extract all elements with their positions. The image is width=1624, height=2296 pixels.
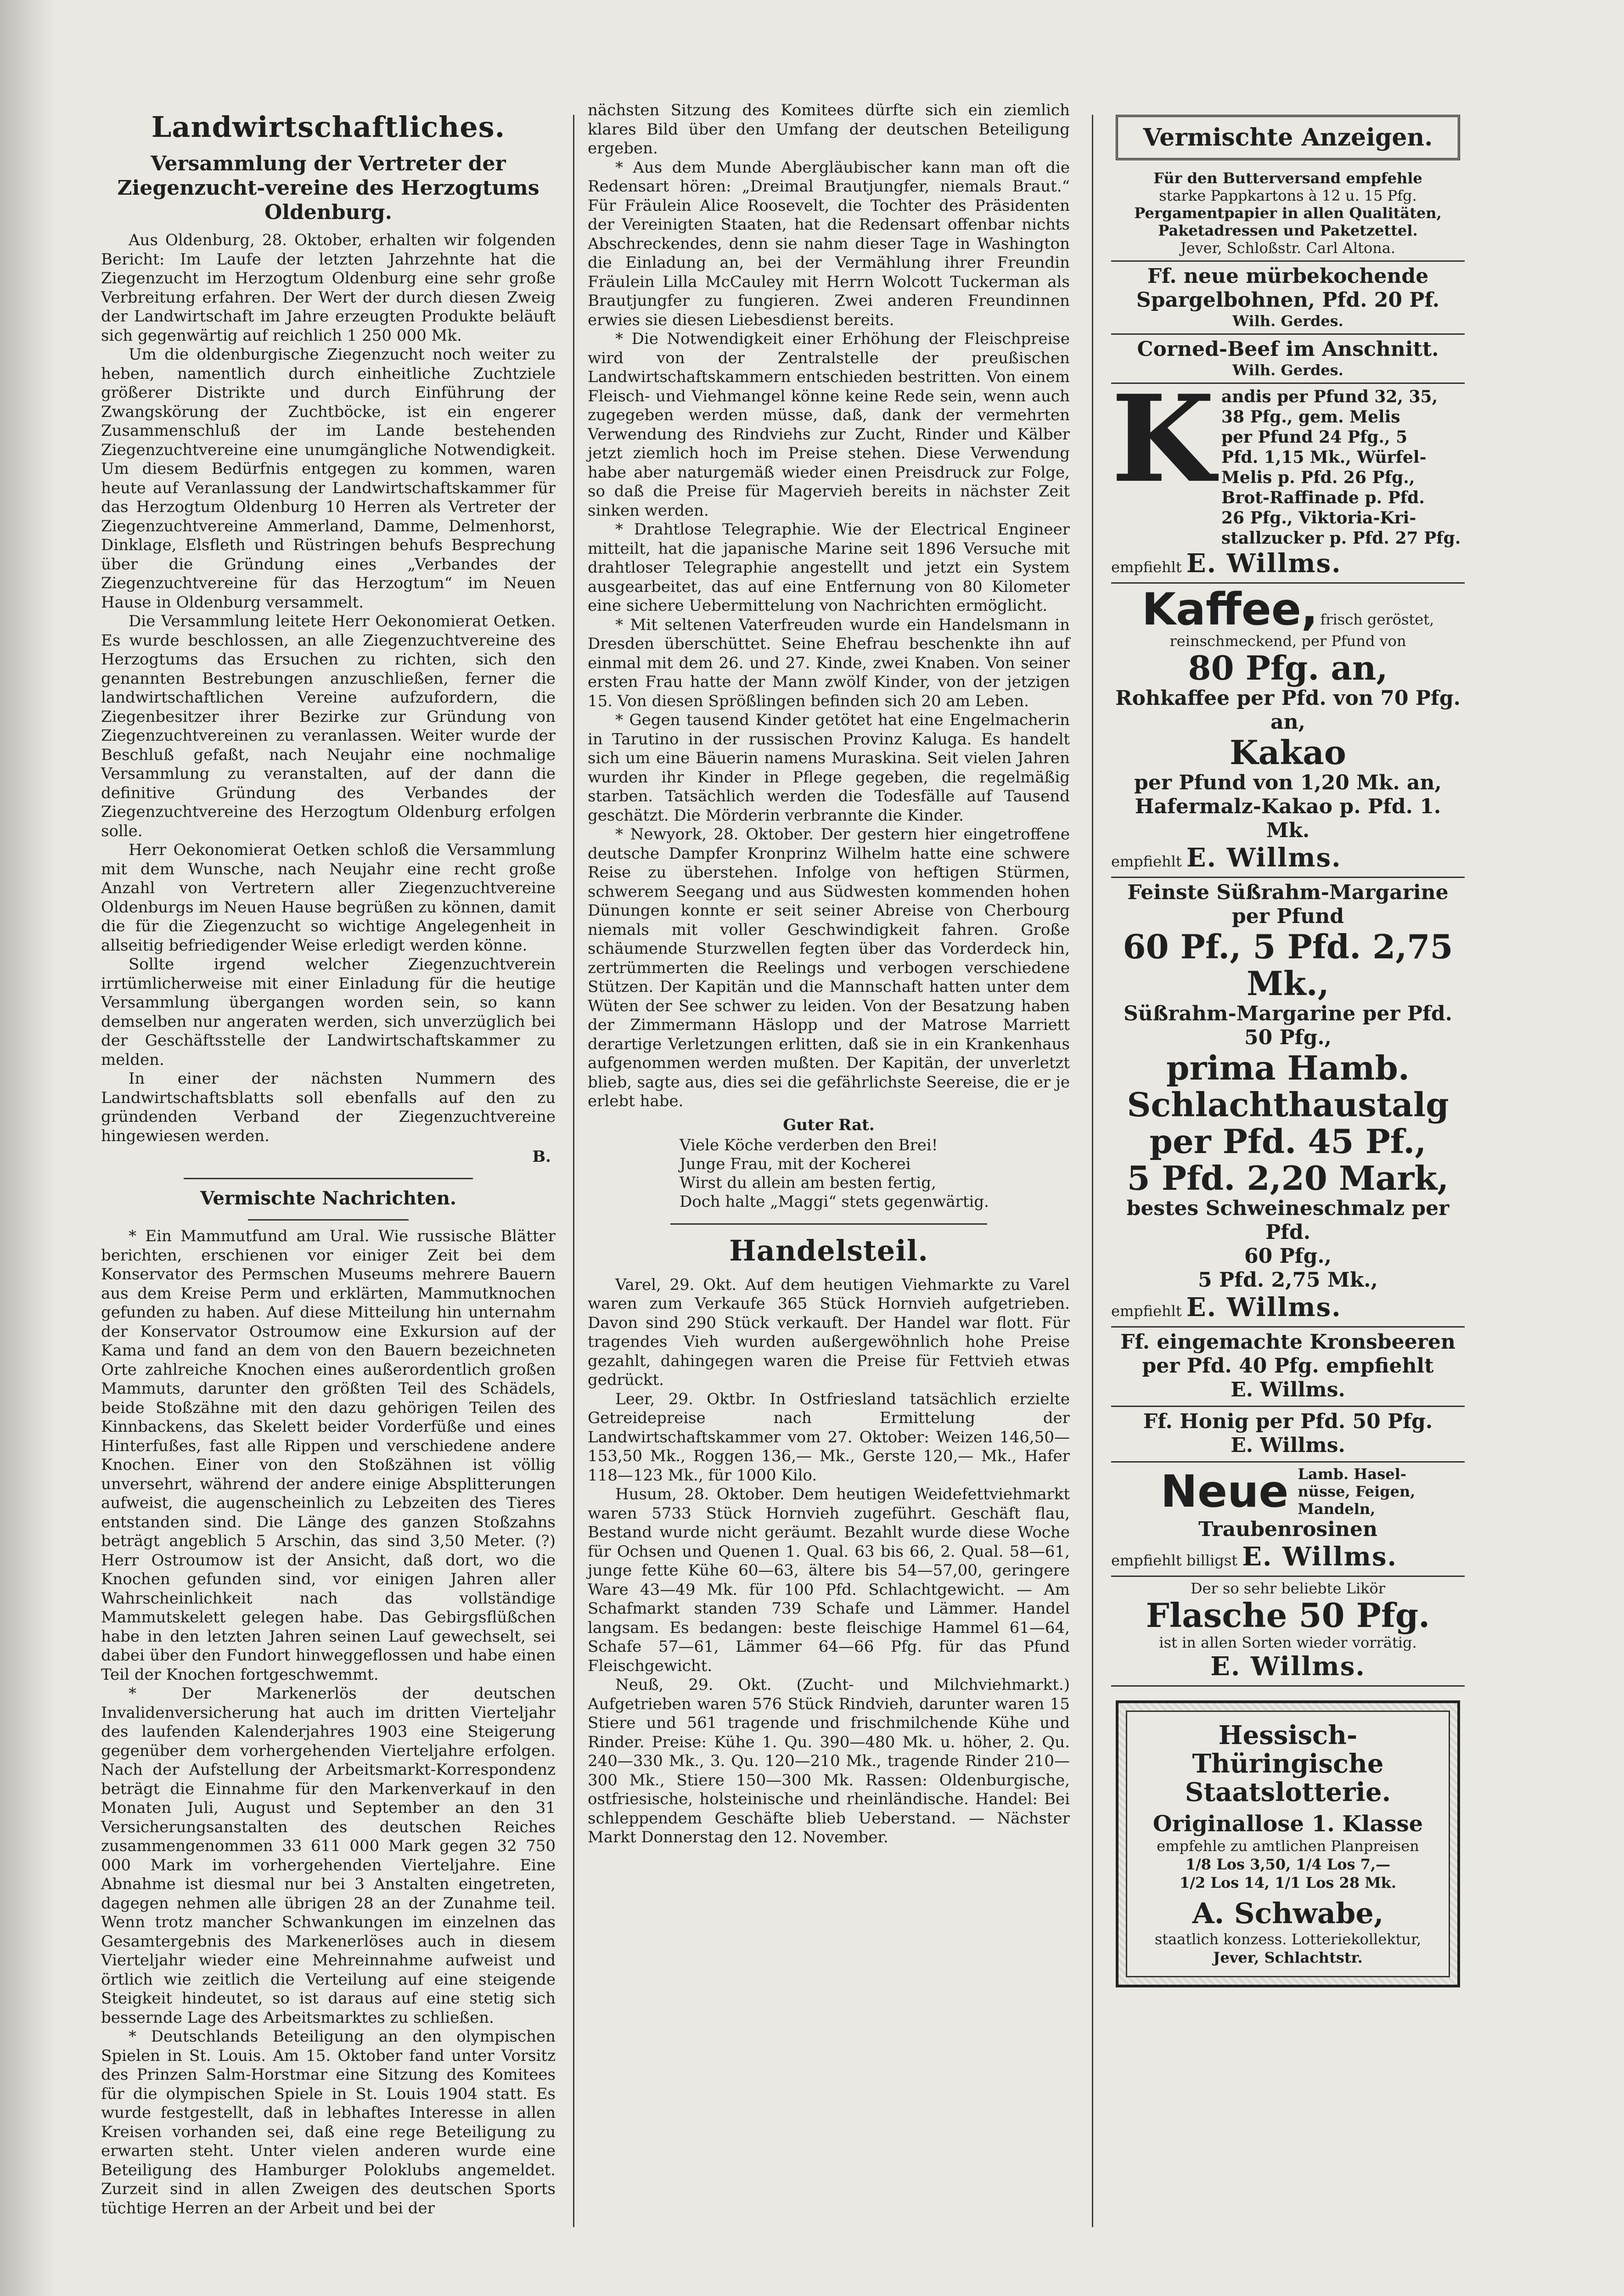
- ad-lottery: [1116, 1700, 1460, 1987]
- market-report-varel: Varel, 29. Okt. Auf dem heutigen Viehmarkte zu Varel waren zum Verkaufe 365 Stück Hornvieh aufgetrieben. Davon sind 290 Stück verkauft. Der Handel war flott. Für tragendes Vieh wurden außergewöhnlich hohe Preise gezahlt, dahingegen waren die Preise für Fettvieh etwas gedrückt.: [588, 1275, 1070, 1389]
- column-2: [588, 101, 1070, 1847]
- news-item-mammut: * Ein Mammutfund am Ural. Wie russische Blätter berichten, erschienen vor einiger Zeit bei dem Konservator des Permschen Museums mehrere Bauern aus dem Kreise Perm und erklärten, Mammutknochen gefunden zu haben. Auf diese Mitteilung hin unternahm der Konservator Ostroumow eine Exkursion auf der Kama und fand an dem von den Bauern bezeichneten Orte zahlreiche Knochen eines außerordentlich großen Mammuts, darunter den größten Teil des Schädels, beide Stoßzähne mit den dazu gehörigen Teilen des Kinnbackens, das Skelett beider Vorderfüße und eines Hinterfußes, fast alle Rippen und verschiedene andere Knochen. Einer von den Stoßzähnen ist völlig unversehrt, während der andere einige Absplitterungen aufweist, die augenscheinlich zu Lebzeiten des Tieres entstanden sind. Die Länge des ganzen Stoßzahns beträgt angeblich 5 Arschin, das sind 3,50 Meter. (?) Herr Ostroumow ist der Ansicht, daß dort, wo die Knochen gefunden sind, vor einigen Jahren aller Wahrscheinlichkeit nach das vollständige Mammutskelett gelegen habe. Das Gebirgsflüßchen habe in den letzten Jahren seinen Lauf gewechselt, sei dabei über den Fundort hinweggeflossen und habe einen Teil der Knochen fortgeschwemmt.: [101, 1227, 556, 1684]
- ad-line: per Pfund von 1,20 Mk. an,: [1134, 771, 1442, 794]
- news-item-telegraphie: * Drahtlose Telegraphie. Wie der Electrical Engineer mitteilt, hat die japanische Marine seit 1896 Versuche mit drahtloser Telegraphie angestellt und jetzt ein System ausgearbeitet, das auf eine Entfernung von 80 Kilometer eine sichere Uebermittelung von Nachrichten ermöglicht.: [588, 520, 1070, 615]
- ad-line: andis per Pfund 32, 35,: [1221, 387, 1438, 406]
- market-report-neuss: Neuß, 29. Okt. (Zucht- und Milchviehmarkt.) Aufgetrieben waren 576 Stück Rindvieh, darunter waren 15 Stiere und 561 tragende und frischmilchende Kühe und Rinder. Preise: Kühe 1. Qu. 390—480 Mk. u. höher, 2. Qu. 240—330 Mk., 3. Qu. 120—210 Mk., tragende Rinder 210—300 Mk., Stiere 150—300 Mk. Rassen: Oldenburgische, ostfriesische, holsteinische und rheinländische. Handel: Bei schleppendem Geschäfte blieb Ueberstand. — Nächster Markt Donnerstag den 12. November.: [588, 1676, 1070, 1846]
- lottery-line: empfehle zu amtlichen Planpreisen: [1157, 1837, 1419, 1855]
- ad-headline: Kaffee,: [1141, 584, 1318, 635]
- article-paragraph: Herr Oekonomierat Oetken schloß die Versammlung mit dem Wunsche, nach Neujahr eine recht große Anzahl von Vertretern aller Ziegenzuchtvereine Oldenburgs im Neuen Hause begrüßen zu können, damit die für die Ziegenzucht so wichtige Angelegenheit in allseitig befriedigender Weise erledigt werden könne.: [101, 841, 556, 955]
- ad-line: per Pfd. 40 Pfg. empfiehlt: [1142, 1354, 1434, 1378]
- ad-line: E. Willms.: [1231, 1434, 1345, 1457]
- column-3-ads: [1111, 101, 1465, 1987]
- advertiser-name: E. Willms.: [1210, 1651, 1366, 1682]
- ad-line: per Pfd. 45 Pf.,: [1149, 1122, 1427, 1161]
- news-item-fleischpreise: * Die Notwendigkeit einer Erhöhung der Fleischpreise wird von der Zentralstelle der preußischen Landwirtschaftskammern entschieden bestritten. Von einem Fleisch- und Viehmangel könne keine Rede sein, wenn auch zugegeben werden müsse, daß, dank der vermehrten Verwendung des Rindviehs zur Zucht, Rinder und Kälber jetzt ziemlich hoch im Preise stehen. Diese Verwendung habe aber naturgemäß wieder einen Preisdruck zur Folge, so daß die Preise für Magervieh bereits in nächster Zeit sinken werden.: [588, 330, 1070, 520]
- market-report-husum: Husum, 28. Oktober. Dem heutigen Weidefettviehmarkt waren 5733 Stück Hornvieh zugeführt. Geschäft flau, Bestand wurde nicht geräumt. Bezahlt wurde diese Woche für Ochsen und Quenen 1. Qual. 63 bis 66, 2. Qual. 58—61, junge fette Kühe 60—63, ältere bis 54—57,00, geringere Ware 43—49 Mk. für 100 Pfd. Schlachtgewicht. — Am Schafmarkt standen 739 Schafe und Lämmer. Handel langsam. Es bedangen: beste fleischige Hammel 61—64, Schafe 57—61, Lämmer 64—66 Pfg. für das Pfund Fleischgewicht.: [588, 1485, 1070, 1675]
- ad-line: nüsse, Feigen,: [1298, 1483, 1416, 1500]
- ad-line: empfiehlt billigst: [1111, 1552, 1238, 1569]
- poem-line: Viele Köche verderben den Brei!: [680, 1136, 938, 1154]
- news-continuation: nächsten Sitzung des Komitees dürfte sich ein ziemlich klares Bild über den Umfang der deutschen Beteiligung ergeben.: [588, 101, 1070, 158]
- news-item-vaterfreuden: * Mit seltenen Vaterfreuden wurde ein Handelsmann in Dresden überschüttet. Seine Ehefrau beschenkte ihn auf einmal mit dem 26. und 27. Kinde, zwei Knaben. Von seiner ersten Frau hatte der Mann zwölf Kinder, von der jetzigen 15. Von diesen Sprößlingen befinden sich 20 am Leben.: [588, 615, 1070, 710]
- lottery-subtitle: Originallose 1. Klasse: [1152, 1811, 1423, 1837]
- advertiser-name: E. Willms.: [1242, 1542, 1397, 1572]
- ad-line: 50 Pfg.,: [1244, 1026, 1332, 1049]
- ad-line: reinschmeckend, per Pfund von: [1169, 632, 1406, 650]
- ad-line: Feinste Süßrahm-Margarine: [1127, 881, 1449, 904]
- ad-line: Pergamentpapier in allen Qualitäten, Paketadressen und Paketzettel.: [1134, 204, 1442, 239]
- ad-line: Melis p. Pfd. 26 Pfg.,: [1221, 468, 1415, 487]
- column-rule-right: [1092, 115, 1093, 2227]
- ad-line: 38 Pfg., gem. Melis: [1221, 407, 1400, 427]
- column-rule-left: [573, 115, 574, 2227]
- divider: [670, 1223, 987, 1225]
- article-signature: B.: [532, 1148, 551, 1166]
- ad-line: Süßrahm-Margarine per Pfd.: [1124, 1002, 1452, 1025]
- poem-line: Junge Frau, mit der Kocherei: [680, 1154, 911, 1173]
- article-paragraph: Aus Oldenburg, 28. Oktober, erhalten wir folgenden Bericht: Im Laufe der letzten Jahrzehnte hat die Ziegenzucht im Herzogtum Oldenburg eine sehr große Verbreitung erfahren. Der Wert der durch diesen Zweig der Landwirtschaft im Jahre erzeugten Produkte beläuft sich gegenwärtig auf reichlich 1 250 000 Mk.: [101, 231, 556, 345]
- advertiser-name: E. Willms.: [1186, 1292, 1342, 1322]
- ad-margarine: [1111, 878, 1465, 1328]
- section-title-landwirtschaft: Landwirtschaftliches.: [151, 110, 506, 144]
- news-item-roosevelt: * Aus dem Munde Abergläubischer kann man oft die Redensart hören: „Dreimal Brautjungfer, niemals Braut.“ Für Fräulein Alice Roosevelt, die Tochter des Präsidenten der Vereinigten Staaten, hat die Redensart offenbar nichts Abschreckendes, denn sie nahm dieser Tage in Washington die Einladung an, bei der Vermählung ihrer Freundin Fräulein Lilla McCauley mit Herrn Wolcott Tuckerman als Brautjungfer zu fungieren. Zwei anderen Freundinnen erwies sie diesen Liebesdienst bereits.: [588, 158, 1070, 329]
- ad-line: Wilh. Gerdes.: [1232, 361, 1343, 379]
- ad-line: bestes Schweineschmalz per Pfd.: [1126, 1197, 1450, 1244]
- advertiser-name: E. Willms.: [1186, 843, 1342, 873]
- news-item-engelmacherin: * Gegen tausend Kinder getötet hat eine Engelmacherin in Tarutino in der russischen Provinz Kaluga. Es handelt sich um eine Bäuerin namens Muraskina. Seit vielen Jahren wurden ihr Kinder in Pflege gegeben, die regelmäßig starben. Tatsächlich werden die Todesfälle auf Tausend geschätzt. Die Mörderin verbrannte die Kinder.: [588, 711, 1070, 825]
- divider: [184, 1178, 473, 1179]
- ad-likoer: [1111, 1577, 1465, 1687]
- page-edge-shadow: [0, 0, 55, 2296]
- ads-section-title: Vermischte Anzeigen.: [1116, 115, 1460, 160]
- article-heading-ziegenzucht: Versammlung der Vertreter der Ziegenzucht-vereine des Herzogtums Oldenburg.: [117, 152, 539, 224]
- ad-headline: Neue: [1160, 1466, 1289, 1517]
- ad-line: Der so sehr beliebte Likör: [1190, 1580, 1386, 1597]
- ad-line: Jever, Schloßstr. Carl Altona.: [1180, 239, 1396, 257]
- article-paragraph: Sollte irgend welcher Ziegenzuchtverein irrtümlicherweise mit einer Einladung für die heutige Versammlung übergangen worden sein, so kann demselben nur angeraten werden, sich unverzüglich bei der Geschäftsstelle der Landwirtschaftskammer zu melden.: [101, 955, 556, 1069]
- ad-line: Hafermalz-Kakao p. Pfd. 1. Mk.: [1135, 795, 1441, 842]
- ad-butterversand: [1111, 167, 1465, 262]
- news-item-newyork: * Newyork, 28. Oktober. Der gestern hier eingetroffene deutsche Dampfer Kronprinz Wilhelm hatte eine schwere Reise zu überstehen. Infolge von heftigen Stürmen, schwerem Seegang und aus Südwesten kommenden hohen Dünungen konnte er seit seiner Abreise von Cherbourg niemals mit voller Geschwindigkeit fahren. Große schäumende Sturzwellen fegten über das Vorderdeck hin, zertrümmerten die Reelings und verbogen verschiedene Stützen. Der Kapitän und die Mannschaft hatten unter dem Wüten der See schwer zu leiden. Von der Besatzung haben der Zimmermann Häslopp und der Matrose Marriett derartige Verletzungen erlitten, daß sie in ein Krankenhaus aufgenommen werden mußten. Der Kapitän, der unverletzt blieb, sagte aus, dies sei die gefährlichste Seereise, die er je erlebt habe.: [588, 825, 1070, 1110]
- advertiser-name: E. Willms.: [1186, 548, 1342, 579]
- ad-neue-nuesse: [1111, 1463, 1465, 1577]
- article-paragraph: Die Versammlung leitete Herr Oekonomierat Oetken. Es wurde beschlossen, an alle Ziegenzuchtvereine des Herzogtums das Ersuchen zu richten, sich den genannten Bestrebungen anzuschließen, ferner die landwirtschaftlichen Vereine aufzufordern, die Ziegenbesitzer ihrer Bezirke zur Gründung von Ziegenzuchtvereinen zu veranlassen. Weiter wurde der Beschluß gefaßt, nach Neujahr eine nochmalige Versammlung zu veranstalten, auf der dann die definitive Gründung des Verbandes der Ziegenzuchtvereine des Herzogtum Oldenburg erfolgen solle.: [101, 612, 556, 840]
- ad-line: Mandeln,: [1298, 1500, 1376, 1518]
- ad-line: Traubenrosinen: [1198, 1518, 1377, 1541]
- ad-line: empfiehlt: [1111, 558, 1182, 576]
- lottery-seller-name: A. Schwabe,: [1192, 1896, 1384, 1930]
- column-1: [101, 101, 556, 2218]
- ad-line: Ff. neue mürbekochende: [1147, 264, 1429, 288]
- ad-line: empfiehlt: [1111, 1302, 1182, 1320]
- dropcap-letter: K: [1111, 369, 1215, 509]
- ad-line: 5 Pfd. 2,20 Mark,: [1127, 1159, 1449, 1198]
- lottery-line: staatlich konzess. Lotteriekollektur,: [1154, 1930, 1422, 1948]
- lottery-line: 1/2 Los 14, 1/1 Los 28 Mk.: [1180, 1874, 1396, 1891]
- ad-kaffee: [1111, 584, 1465, 878]
- ad-line: 60 Pf., 5 Pfd. 2,75 Mk.,: [1123, 927, 1453, 1003]
- ad-line: Wilh. Gerdes.: [1232, 312, 1343, 330]
- news-item-invalidenversicherung: * Der Markenerlös der deutschen Invalidenversicherung hat auch im dritten Vierteljahr des laufenden Kalenderjahres 1903 eine Steigerung gegenüber dem vorhergehenden Vierteljahre erfolgen. Nach der Aufstellung der Arbeitsmarkt-Korrespondenz beträgt die Einnahme für den Markenverkauf in den Monaten Juli, August und September an den 31 Versicherungsanstalten des deutschen Reiches zusammengenommen 33 611 000 Mark gegen 32 750 000 Mark im vorhergehenden Vierteljahre. Eine Abnahme ist diesmal nur bei 3 Anstalten eingetreten, dagegen nehmen alle übrigen 28 an der Zunahme teil. Wenn trotz mancher Schwankungen im einzelnen das Gesamtergebnis des Markenerlöses auch in diesem Vierteljahr wieder eine Mehreinnahme aufweist und örtlich wie zeitlich die Verteilung auf eine steigende Steigkeit hindeutet, so ist daraus auf eine stetig sich bessernde Lage des Arbeitsmarktes zu schließen.: [101, 1684, 556, 2027]
- lottery-title: Hessisch-Thüringische Staatslotterie.: [1185, 1720, 1391, 1807]
- article-paragraph: In einer der nächsten Nummern des Landwirtschaftsblatts soll ebenfalls auf den zu gründenden Verband der Ziegenzuchtvereine hingewiesen werden.: [101, 1069, 556, 1145]
- ad-line: Ff. Honig per Pfd. 50 Pfg.: [1143, 1410, 1433, 1433]
- ad-kronsbeeren: [1111, 1328, 1465, 1407]
- ad-line: E. Willms.: [1231, 1378, 1345, 1401]
- ad-line: empfiehlt: [1111, 853, 1182, 870]
- poem: [588, 1136, 1070, 1211]
- lottery-line: Jever, Schlachtstr.: [1213, 1949, 1363, 1966]
- ad-line: ist in allen Sorten wieder vorrätig.: [1159, 1634, 1417, 1651]
- ad-line: Brot-Raffinade p. Pfd.: [1221, 488, 1425, 507]
- ad-line: Pfd. 1,15 Mk., Würfel-: [1221, 448, 1427, 467]
- ad-line: 5 Pfd. 2,75 Mk.,: [1198, 1268, 1378, 1292]
- ad-line: per Pfund: [1231, 905, 1344, 928]
- ad-line: Kakao: [1230, 733, 1346, 772]
- ad-line: prima Hamb. Schlachthaustalg: [1127, 1048, 1449, 1124]
- ad-line: Flasche 50 Pfg.: [1146, 1596, 1430, 1635]
- ad-honig: [1111, 1407, 1465, 1463]
- ad-line: Corned-Beef im Anschnitt.: [1137, 338, 1439, 361]
- ad-line: 60 Pfg.,: [1244, 1244, 1332, 1268]
- article-paragraph: Um die oldenburgische Ziegenzucht noch weiter zu heben, namentlich durch einheitliche Zuchtziele größerer Distrikte und durch Einführung der Zwangskörung der Zuchtböcke, ist ein engerer Zusammenschluß der im Lande bestehenden Ziegenzuchtvereine eine unumgängliche Notwendigkeit. Um diesem Bedürfnis entgegen zu kommen, waren heute auf Veranlassung der Landwirtschaftskammer für das Herzogtum Oldenburg 10 Herren als Vertreter der Ziegenzuchtvereine Ammerland, Damme, Delmenhorst, Dinklage, Elsfleth und Rüstringen behufs Besprechung über die Gründung eines „Verbandes der Ziegenzuchtvereine für das Herzogtum“ im Neuen Hause in Oldenburg versammelt.: [101, 345, 556, 612]
- poem-line: Wirst du allein am besten fertig,: [680, 1173, 936, 1192]
- ad-line: Ff. eingemachte Kronsbeeren: [1120, 1330, 1455, 1354]
- market-report-leer: Leer, 29. Oktbr. In Ostfriesland tatsächlich erzielte Getreidepreise nach Ermittelung der Landwirtschaftskammer vom 27. Oktober: Weizen 146,50—153,50 Mk., Roggen 136,— Mk., Gerste 120,— Mk., Hafer 118—123 Mk., für 1000 Kilo.: [588, 1390, 1070, 1485]
- lottery-line: 1/8 Los 3,50, 1/4 Los 7,—: [1185, 1856, 1391, 1873]
- ad-line: 26 Pfg., Viktoria-Kri-: [1221, 508, 1416, 528]
- section-title-handelsteil: Handelsteil.: [729, 1233, 928, 1267]
- ad-line: Spargelbohnen, Pfd. 20 Pf.: [1136, 288, 1440, 312]
- news-item-olympische-spiele: * Deutschlands Beteiligung an den olympischen Spielen in St. Louis. Am 15. Oktober fand unter Vorsitz des Prinzen Salm-Horstmar eine Sitzung des Komitees für die olympischen Spiele in St. Louis 1904 statt. Es wurde festgestellt, daß in lebhaftes Interesse in allen Kreisen vorhanden sei, daß eine rege Beteiligung zu erwarten steht. Unter vielen anderen wurde eine Beteiligung des Hamburger Poloklubs angemeldet. Zurzeit sind in allen Zweigen des deutschen Sports tüchtige Herren an der Arbeit und bei der: [101, 2027, 556, 2217]
- section-title-vermischte-nachrichten: Vermischte Nachrichten.: [200, 1187, 456, 1210]
- ad-line: frisch geröstet,: [1320, 611, 1434, 628]
- ad-line: stallzucker p. Pfd. 27 Pfg.: [1221, 529, 1461, 548]
- ad-line: Für den Butterversand empfehle: [1153, 169, 1422, 187]
- ad-line: per Pfund 24 Pfg., 5: [1221, 428, 1408, 447]
- ad-line: Rohkaffee per Pfd. von 70 Pfg. an,: [1115, 687, 1461, 734]
- divider: [248, 1219, 409, 1221]
- ad-spargelbohnen: [1111, 262, 1465, 335]
- ad-line: Lamb. Hasel-: [1298, 1465, 1407, 1483]
- poem-title: Guter Rat.: [783, 1115, 875, 1134]
- poem-line: Doch halte „Maggi“ stets gegenwärtig.: [680, 1192, 989, 1211]
- ad-line: 80 Pfg. an,: [1188, 648, 1388, 687]
- ad-line: starke Pappkartons à 12 u. 15 Pfg.: [1159, 187, 1417, 204]
